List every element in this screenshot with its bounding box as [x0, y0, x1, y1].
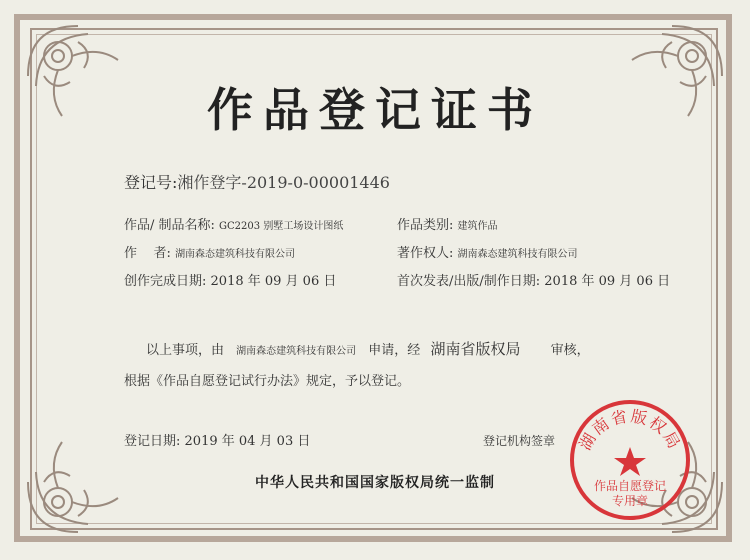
- work-name-value: GC2203 别墅工场设计图纸: [219, 221, 344, 232]
- seal-top-text: 湖南省版权局: [575, 406, 685, 454]
- owner-row: [397, 242, 578, 261]
- seal-bottom-text-2: 专用章: [611, 494, 649, 508]
- statement-authority: 湖南省版权局: [430, 340, 521, 358]
- org-seal-label: 登记机构签章: [483, 434, 556, 448]
- registration-number: [124, 170, 390, 193]
- statement-applicant: 湖南森态建筑科技有限公司: [236, 346, 357, 357]
- official-seal: [565, 395, 695, 525]
- category-row: [397, 214, 498, 233]
- category-value: 建筑作品: [457, 221, 498, 232]
- seal-bottom-text-1: 作品自愿登记: [593, 479, 667, 493]
- completion-value: 2018 年 09 月 06 日: [210, 274, 337, 289]
- author-label: 作 者:: [124, 246, 171, 261]
- publication-value: 2018 年 09 月 06 日: [544, 274, 671, 289]
- certificate-title: 作品登记证书: [207, 83, 543, 137]
- statement-part3: 审核，: [550, 343, 590, 358]
- footer-supervision: 中华人民共和国国家版权局统一监制: [255, 475, 495, 491]
- registration-date: [124, 430, 310, 449]
- statement-line-1: [146, 338, 590, 359]
- statement-part1: 以上事项，由: [146, 343, 225, 358]
- registration-date-value: 2019 年 04 月 03 日: [184, 434, 311, 449]
- work-name-row: [124, 214, 343, 233]
- registration-number-value: 湘作登字-2019-0-00001446: [177, 173, 390, 192]
- publication-label: 首次发表/出版/制作日期:: [397, 274, 541, 289]
- category-label: 作品类别:: [397, 218, 454, 233]
- work-name-label: 作品/ 制品名称:: [124, 218, 215, 233]
- statement-line-2: 根据《作品自愿登记试行办法》规定，予以登记。: [124, 374, 411, 389]
- publication-row: [397, 270, 670, 289]
- completion-row: [124, 270, 336, 289]
- owner-label: 著作权人:: [397, 246, 454, 261]
- owner-value: 湖南森态建筑科技有限公司: [457, 249, 578, 260]
- registration-number-label: 登记号:: [124, 173, 178, 192]
- registration-date-label: 登记日期:: [124, 434, 181, 449]
- author-value: 湖南森态建筑科技有限公司: [175, 249, 296, 260]
- statement-part2: 申请，经: [368, 343, 421, 358]
- completion-label: 创作完成日期:: [124, 274, 207, 289]
- author-row: [124, 242, 295, 261]
